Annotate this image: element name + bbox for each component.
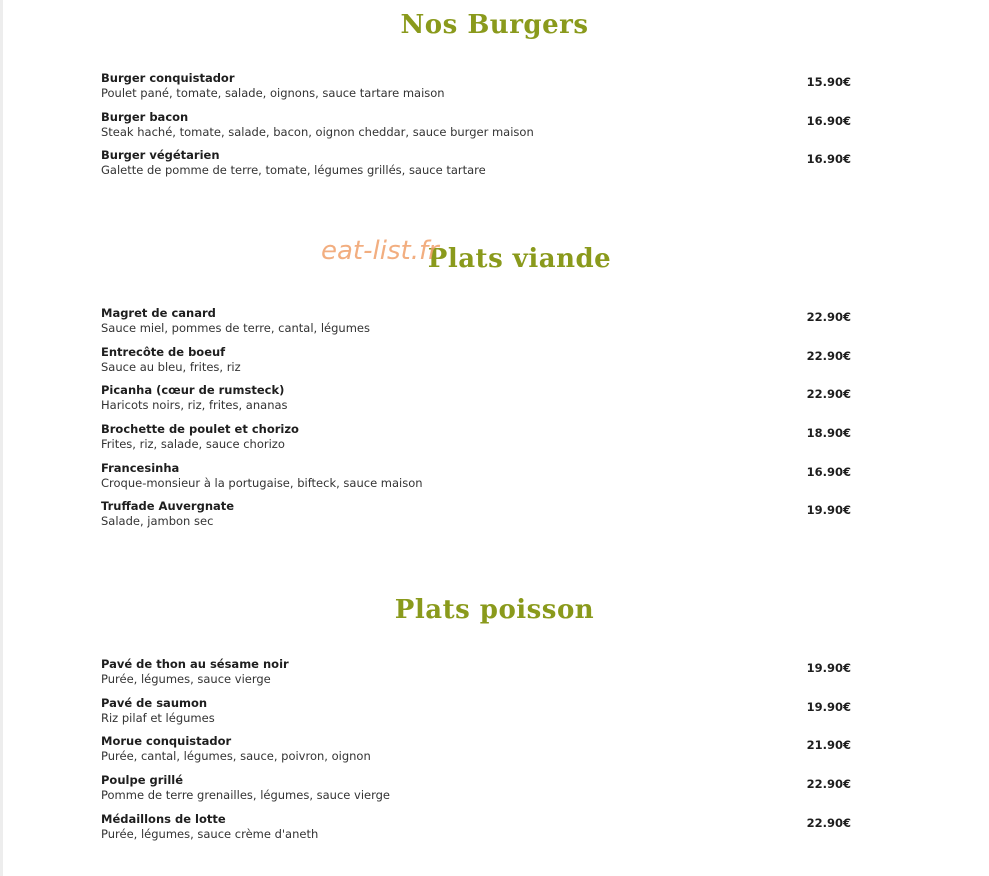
item-name: Entrecôte de boeuf bbox=[101, 345, 226, 359]
menu-item bbox=[101, 461, 851, 495]
item-description: Purée, cantal, légumes, sauce, poivron, oignon bbox=[101, 749, 371, 763]
menu-item bbox=[101, 773, 851, 807]
left-border bbox=[0, 0, 3, 876]
item-description: Croque-monsieur à la portugaise, bifteck, sauce maison bbox=[101, 476, 423, 490]
item-description: Sauce miel, pommes de terre, cantal, légumes bbox=[101, 321, 370, 335]
item-description: Frites, riz, salade, sauce chorizo bbox=[101, 437, 285, 451]
item-price: 16.90€ bbox=[806, 465, 851, 479]
menu-item bbox=[101, 383, 851, 417]
menu-item bbox=[101, 345, 851, 379]
item-description: Steak haché, tomate, salade, bacon, oignon cheddar, sauce burger maison bbox=[101, 125, 534, 139]
menu-item bbox=[101, 499, 851, 533]
item-price: 21.90€ bbox=[806, 738, 851, 752]
item-name: Magret de canard bbox=[101, 306, 216, 320]
item-name: Truffade Auvergnate bbox=[101, 499, 235, 513]
watermark: eat-list.fr bbox=[321, 236, 439, 266]
item-price: 19.90€ bbox=[806, 503, 851, 517]
item-name: Burger conquistador bbox=[101, 71, 235, 85]
section-title: Nos Burgers bbox=[400, 10, 589, 40]
item-description: Purée, légumes, sauce vierge bbox=[101, 672, 271, 686]
item-name: Francesinha bbox=[101, 461, 180, 475]
item-description: Galette de pomme de terre, tomate, légumes grillés, sauce tartare bbox=[101, 163, 486, 177]
menu-item bbox=[101, 71, 851, 105]
item-name: Morue conquistador bbox=[101, 734, 232, 748]
item-description: Sauce au bleu, frites, riz bbox=[101, 360, 241, 374]
item-name: Pavé de saumon bbox=[101, 696, 208, 710]
menu-item bbox=[101, 110, 851, 144]
menu-item bbox=[101, 696, 851, 730]
item-description: Pomme de terre grenailles, légumes, sauce vierge bbox=[101, 788, 390, 802]
menu-item bbox=[101, 657, 851, 691]
item-description: Haricots noirs, riz, frites, ananas bbox=[101, 398, 288, 412]
item-description: Purée, légumes, sauce crème d'aneth bbox=[101, 827, 319, 841]
item-name: Picanha (cœur de rumsteck) bbox=[101, 383, 285, 397]
item-name: Burger végétarien bbox=[101, 148, 220, 162]
item-price: 16.90€ bbox=[806, 114, 851, 128]
menu-item bbox=[101, 812, 851, 846]
item-description: Poulet pané, tomate, salade, oignons, sauce tartare maison bbox=[101, 86, 445, 100]
item-name: Médaillons de lotte bbox=[101, 812, 226, 826]
item-price: 22.90€ bbox=[806, 349, 851, 363]
section-title: Plats poisson bbox=[394, 595, 595, 625]
menu-item bbox=[101, 306, 851, 340]
item-name: Poulpe grillé bbox=[101, 773, 184, 787]
item-price: 18.90€ bbox=[806, 426, 851, 440]
section-title: Plats viande bbox=[427, 244, 612, 274]
item-price: 22.90€ bbox=[806, 310, 851, 324]
menu-item bbox=[101, 734, 851, 768]
item-name: Brochette de poulet et chorizo bbox=[101, 422, 299, 436]
item-price: 19.90€ bbox=[806, 700, 851, 714]
item-price: 19.90€ bbox=[806, 661, 851, 675]
item-price: 22.90€ bbox=[806, 777, 851, 791]
item-price: 15.90€ bbox=[806, 75, 851, 89]
menu-item bbox=[101, 148, 851, 182]
item-description: Riz pilaf et légumes bbox=[101, 711, 215, 725]
item-price: 22.90€ bbox=[806, 387, 851, 401]
menu-item bbox=[101, 422, 851, 456]
item-name: Burger bacon bbox=[101, 110, 189, 124]
item-price: 22.90€ bbox=[806, 816, 851, 830]
item-description: Salade, jambon sec bbox=[101, 514, 214, 528]
item-name: Pavé de thon au sésame noir bbox=[101, 657, 289, 671]
item-price: 16.90€ bbox=[806, 152, 851, 166]
